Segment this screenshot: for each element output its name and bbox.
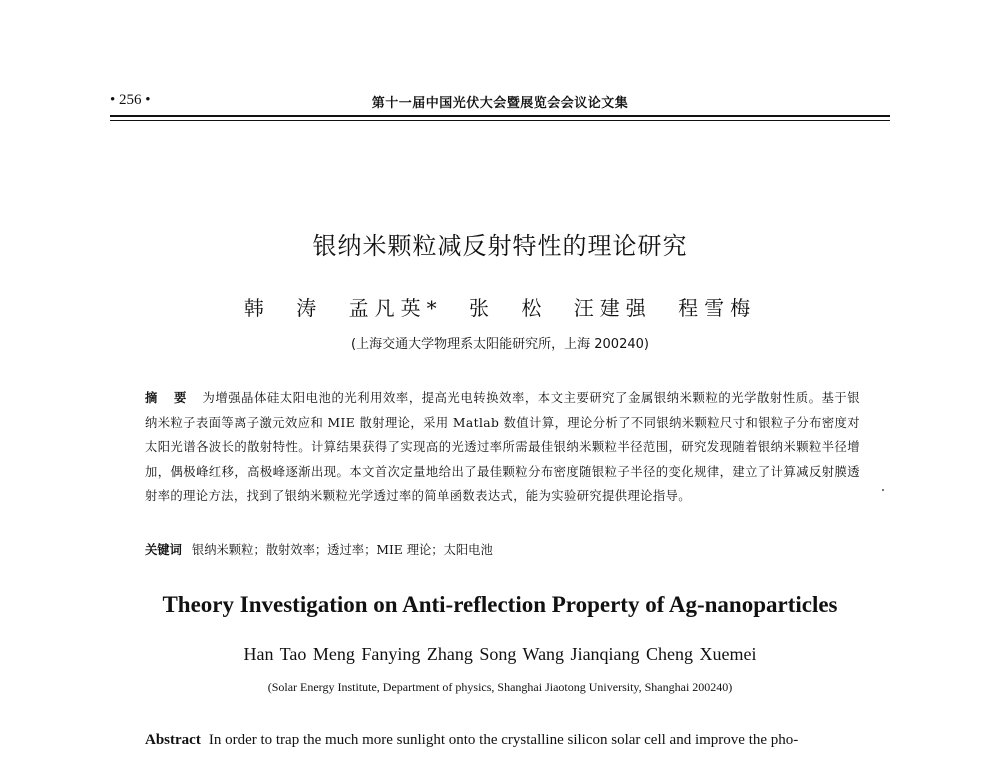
english-title: Theory Investigation on Anti-reflection Property of Ag-nanoparticles (162, 592, 838, 617)
english-abstract (145, 732, 860, 749)
page-header (110, 88, 890, 112)
page-number: • 256 • (110, 92, 151, 108)
chinese-keywords-text: 银纳米颗粒；散射效率；透过率；MIE 理论；太阳电池 (191, 543, 493, 557)
chinese-abstract-text: 为增强晶体硅太阳电池的光利用效率，提高光电转换效率，本文主要研究了金属银纳米颗粒的光学散射性质。基于银纳米粒子表面等离子激元效应和 MIE 散射理论，采用 Matlab 数值计算，理论分析了不同银纳米颗粒尺寸和银粒子分布密度对太阳光谱各波长的散射特性。计算结果获得了实现高的光透过率所需最佳银纳米颗粒半径范围，研究发现随着银纳米颗粒半径增加，偶极峰红移，高极峰逐渐出现。本文首次定量地给出了最佳颗粒分布密度随银粒子半径的变化规律，建立了计算减反射膜透射率的理论方法，找到了银纳米颗粒光学透过率的简单函数表达式，能为实验研究提供理论指导。 (145, 391, 861, 504)
chinese-abstract (145, 386, 860, 509)
chinese-abstract-label: 摘 要 (145, 391, 193, 405)
header-rule-thin (110, 120, 890, 121)
scan-speck (882, 489, 884, 491)
english-abstract-label: Abstract (145, 732, 201, 748)
english-authors: Han Tao Meng Fanying Zhang Song Wang Jianqiang Cheng Xuemei (243, 644, 757, 664)
chinese-authors: 韩 涛 孟凡英* 张 松 汪建强 程雪梅 (243, 296, 757, 320)
chinese-title: 银纳米颗粒减反射特性的理论研究 (312, 232, 688, 260)
english-affiliation: (Solar Energy Institute, Department of physics, Shanghai Jiaotong University, Shanghai 200240) (267, 680, 733, 694)
running-title: 第十一届中国光伏大会暨展览会会议论文集 (371, 96, 629, 111)
chinese-affiliation: (上海交通大学物理系太阳能研究所，上海 200240) (351, 337, 649, 352)
english-abstract-text: In order to trap the much more sunlight onto the crystalline silicon solar cell and improve the pho- (208, 732, 799, 748)
header-rule-thick (110, 115, 890, 117)
chinese-keywords-label: 关键词 (145, 543, 182, 557)
chinese-keywords (145, 540, 860, 558)
